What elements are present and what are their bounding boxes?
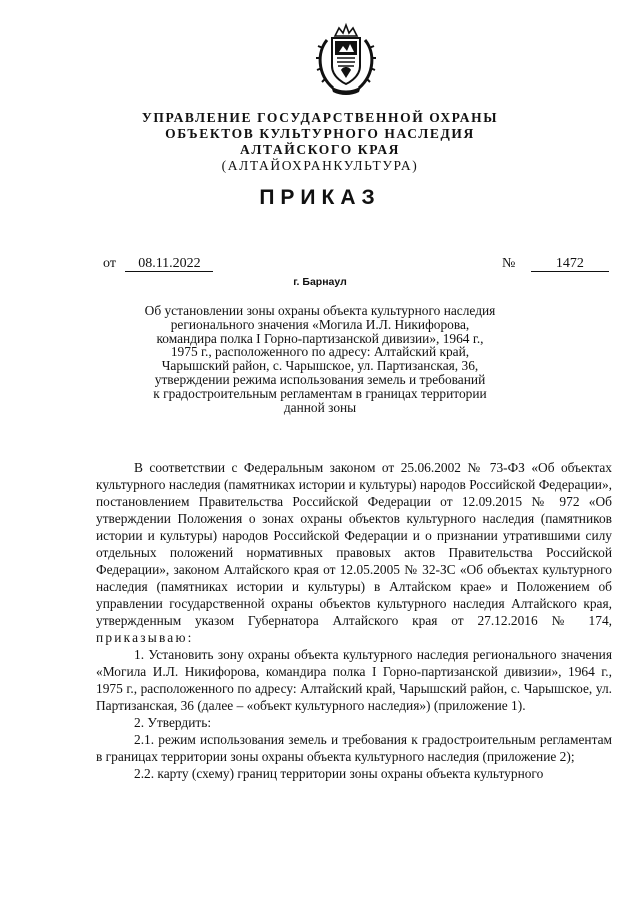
title-line: Об установлении зоны охраны объекта культурного наследия	[144, 303, 496, 318]
title-line: к градостроительным регламентам в границах территории	[153, 385, 487, 401]
title-line: данной зоны	[283, 399, 357, 415]
clause-2-1: 2.1. режим использования земель и требования к градостроительным регламентам в границах территории зоны охраны объекта культурного наследия (приложение 2);	[96, 732, 612, 764]
number-prefix: №	[502, 256, 516, 271]
order-date-block	[103, 256, 213, 272]
title-line: утверждении режима использования земель и требований	[154, 371, 486, 387]
title-line: Чарышский район, с. Чарышское, ул. Партизанская, 36,	[161, 358, 479, 374]
title-line: командира полка I Горно-партизанской дивизии», 1964 г.,	[156, 330, 484, 346]
clause-1: 1. Установить зону охраны объекта культурного наследия регионального значения «Могила И.Л. Никифорова, командира полка I Горно-партизанской дивизии», 1964 г., 1975 г., расположенного по адресу: Алтайский край, Чарышский район, с. Чарышское, ул. Партизанская, 36 (далее – «объект культурного наследия») (приложение 1).	[96, 647, 612, 713]
order-number: 1472	[531, 256, 609, 272]
organization-short-name: (АЛТАЙОХРАНКУЛЬТУРА)	[221, 158, 419, 173]
date-prefix: от	[103, 256, 116, 271]
preamble-text: В соответствии с Федеральным законом от 25.06.2002 № 73-ФЗ «Об объектах культурного наследия (памятниках истории и культуры) народов Российской Федерации», постановлением Правительства Российской Федерации от 12.09.2015 № 972 «Об утверждении Положения о зонах охраны объектов культурного наследия (памятников истории и культуры) народов Российской Федерации и о признании утратившими силу отдельных положений нормативных правовых актов Правительства Российской Федерации», законом Алтайского края от 12.05.2005 № 32-ЗС «Об объектах культурного наследия (памятниках истории и культуры) в Алтайском крае» и Положением об управлении государственной охраны объектов культурного наследия Алтайского края, утвержденным указом Губернатора Алтайского края от 27.12.2016 № 174,	[96, 460, 612, 628]
order-date: 08.11.2022	[125, 256, 213, 272]
document-type-heading: ПРИКАЗ	[259, 186, 381, 209]
organization-name-line-1: УПРАВЛЕНИЕ ГОСУДАРСТВЕННОЙ ОХРАНЫ	[141, 110, 499, 125]
preamble-paragraph	[96, 459, 612, 646]
order-title	[130, 304, 510, 414]
order-directive: приказываю:	[96, 630, 194, 645]
title-line: регионального значения «Могила И.Л. Никифорова,	[170, 316, 470, 332]
title-line: 1975 г., расположенного по адресу: Алтайский край,	[170, 344, 470, 360]
clause-2-2: 2.2. карту (схему) границ территории зоны охраны объекта культурного	[134, 766, 544, 781]
organization-name-line-2: ОБЪЕКТОВ КУЛЬТУРНОГО НАСЛЕДИЯ	[165, 126, 475, 141]
order-number-block	[502, 256, 609, 272]
altai-krai-coat-of-arms-icon	[315, 22, 377, 96]
order-body	[96, 459, 612, 782]
clause-2: 2. Утвердить:	[134, 715, 212, 730]
organization-name-line-3: АЛТАЙСКОГО КРАЯ	[239, 142, 401, 157]
issue-city: г. Барнаул	[293, 276, 347, 288]
